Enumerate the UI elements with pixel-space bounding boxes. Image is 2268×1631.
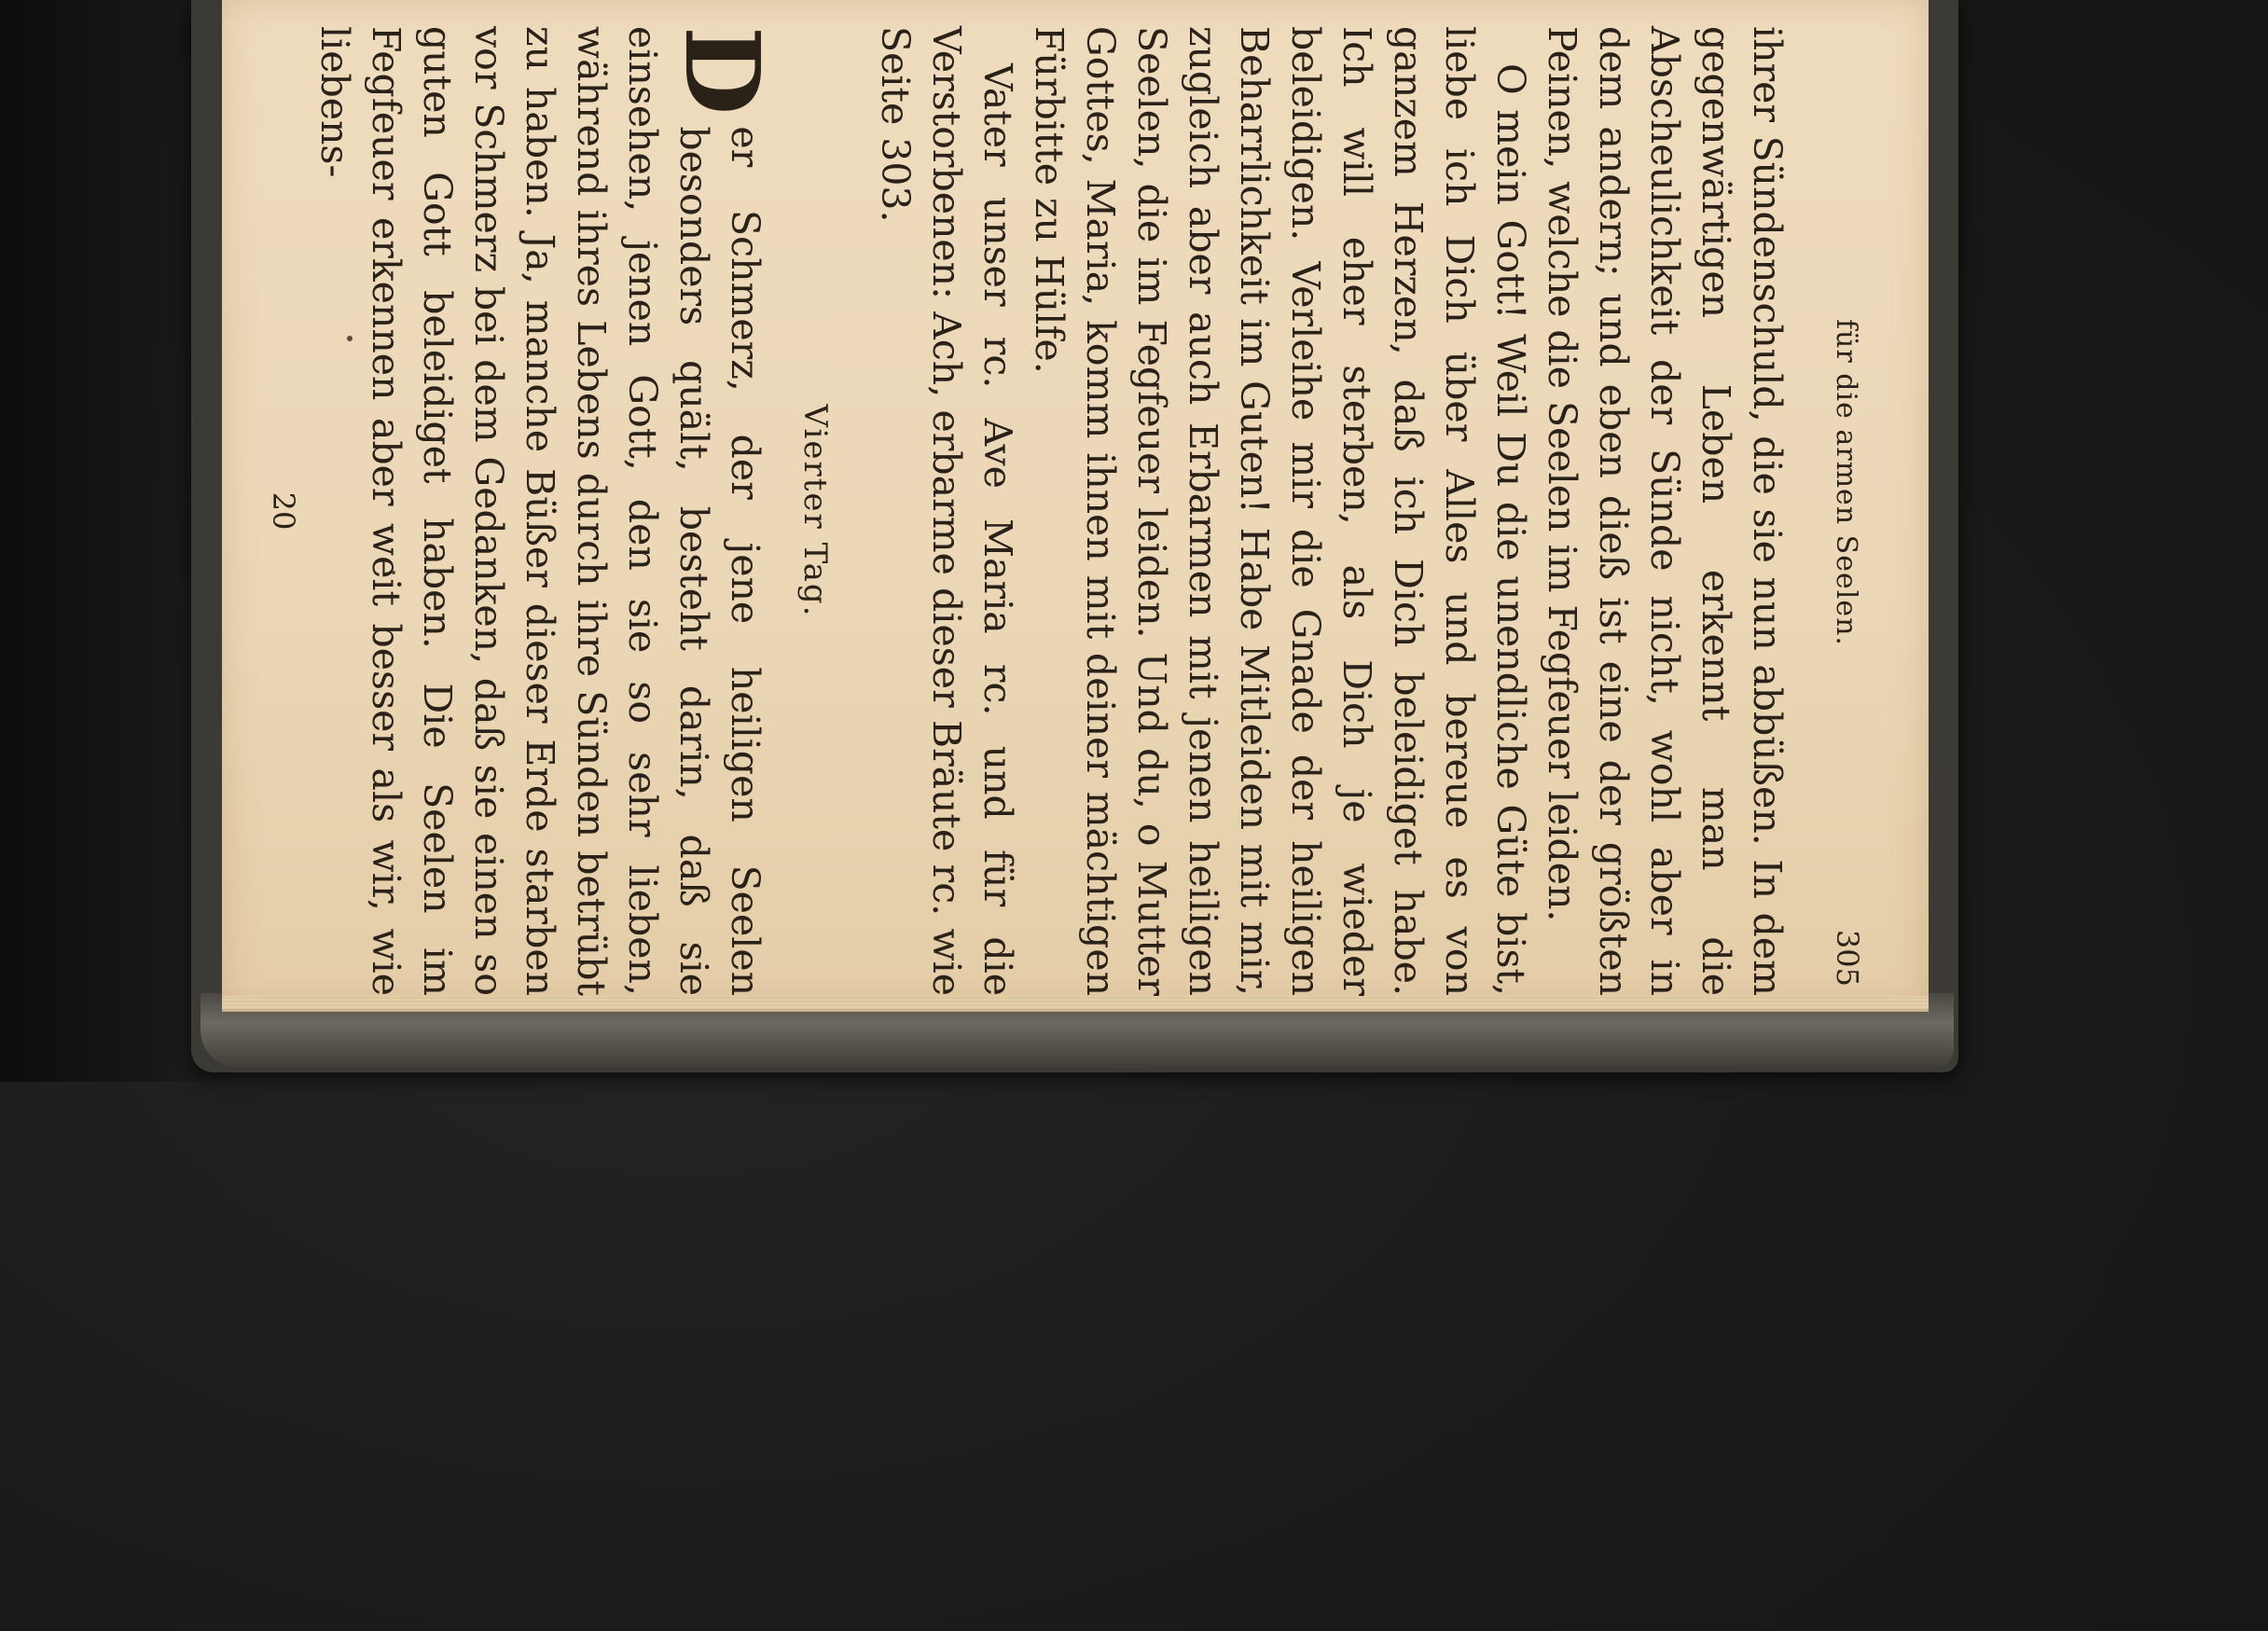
paragraph: O mein Gott! Weil Du die unendliche Güte bist, liebe ich Dich über Alles und bereue es von ganzem Herzen, daß ich Dich beleidiget habe. Ich will eher sterben, als Dich je wieder beleidigen. Verleihe mir die Gnade der heiligen Beharrlichkeit im Guten! Habe Mitleiden mit mir, zugleich aber auch Erbarmen mit jenen heiligen Seelen, die im Fegfeuer leiden. Und du, o Mutter Gottes, Maria, komm ihnen mit deiner mächtigen Fürbitte zu Hülfe.	[1027, 26, 1533, 996]
page-header	[1830, 26, 1865, 996]
paragraph: Vater unser rc. Ave Maria rc. und für die Verstorbenen: Ach, erbarme dieser Bräute rc. wie Seite 303.	[873, 26, 1020, 996]
page-number: 305	[1830, 929, 1865, 987]
paragraph-with-dropcap	[309, 26, 782, 996]
page-edges	[222, 996, 1929, 1009]
signature-mark: 20	[266, 491, 301, 531]
paragraph: ihrer Sündenschuld, die sie nun abbüßen. In dem gegenwärtigen Leben erkennt man die Abscheulichkeit der Sünde nicht, wohl aber in dem andern; und eben dieß ist eine der größten Peinen, welche die Seelen im Fegfeuer leiden.	[1540, 26, 1790, 996]
drop-cap: D	[662, 26, 782, 116]
printed-text-block	[266, 26, 1865, 996]
paragraph-text: er Schmerz, der jene heiligen Seelen besonders quält, besteht darin, daß sie einsehen, jenen Gott, den sie so sehr lieben, während ihres Lebens durch ihre Sünden betrübt zu haben. Ja, manche Büßer dieser Erde starben vor Schmerz bei dem Gedanken, daß sie einen so guten Gott beleidiget haben. Die Seelen im Fegfeuer erkennen aber weit besser als wir, wie liebens-	[312, 26, 768, 996]
running-head: für die armen Seelen.	[1830, 318, 1862, 646]
section-heading: Vierter Tag.	[796, 404, 834, 618]
